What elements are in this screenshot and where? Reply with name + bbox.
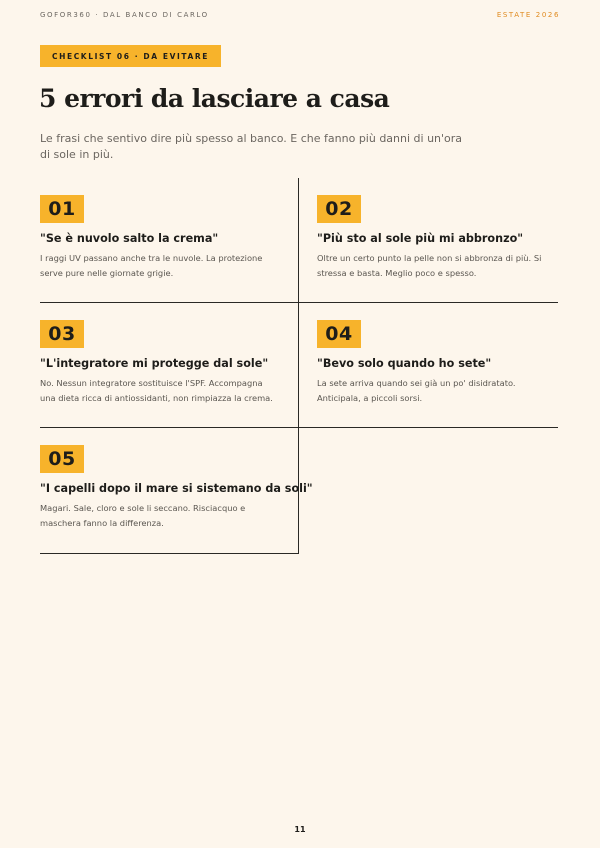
error-card-5 (40, 428, 313, 554)
error-number: 02 (317, 195, 361, 223)
error-text: Magari. Sale, cloro e sole li seccano. Risciacquo e maschera fanno la differenza. (40, 503, 246, 528)
error-text: Oltre un certo punto la pelle non si abbronza di più. Si stressa e basta. Meglio poco e spesso. (317, 253, 542, 278)
error-heading: "Se è nuvolo salto la crema" (40, 232, 219, 245)
error-number: 03 (40, 320, 84, 348)
brand-label: GOFOR360 · DAL BANCO DI CARLO (40, 11, 209, 19)
error-heading: "L'integratore mi protegge dal sole" (40, 357, 269, 370)
error-number: 04 (317, 320, 361, 348)
error-heading: "Più sto al sole più mi abbronzo" (317, 232, 524, 245)
error-card-3 (40, 303, 299, 428)
page-title: 5 errori da lasciare a casa (39, 84, 390, 113)
error-heading: "I capelli dopo il mare si sistemano da soli" (40, 482, 313, 495)
error-card-2 (299, 178, 558, 303)
error-card-1 (40, 178, 299, 303)
error-card-4 (299, 303, 558, 428)
error-number: 05 (40, 445, 84, 473)
error-number: 01 (40, 195, 84, 223)
error-text: No. Nessun integratore sostituisce l'SPF. Accompagna una dieta ricca di antiossidanti, non rimpiazza la crema. (40, 378, 273, 403)
running-header (40, 11, 560, 19)
error-text: La sete arriva quando sei già un po' disidratato. Anticipala, a piccoli sorsi. (317, 378, 516, 403)
checklist-badge: CHECKLIST 06 · DA EVITARE (40, 45, 221, 67)
error-text: I raggi UV passano anche tra le nuvole. La protezione serve pure nelle giornate grigie. (40, 253, 263, 278)
page-number: 11 (294, 825, 306, 834)
error-heading: "Bevo solo quando ho sete" (317, 357, 492, 370)
intro-paragraph: Le frasi che sentivo dire più spesso al banco. E che fanno più danni di un'ora di sole in più. (40, 132, 463, 161)
season-label: ESTATE 2026 (496, 11, 560, 19)
